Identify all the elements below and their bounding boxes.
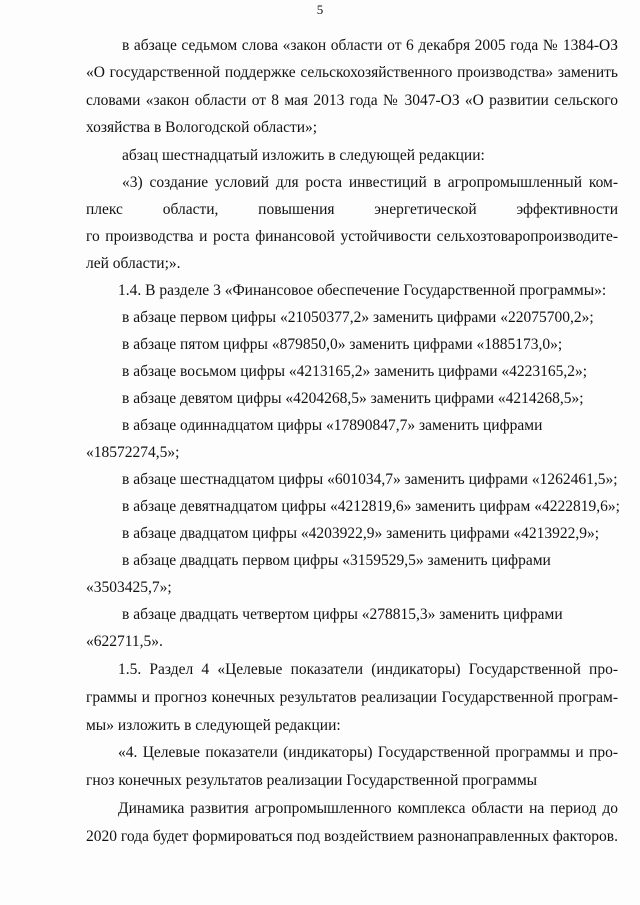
text-line: в абзаце пятом цифры «879850,0» заменить цифрами «1885173,0»;: [122, 336, 563, 353]
text-line: в абзаце девятнадцатом цифры «4212819,6» заменить цифрам «4222819,6»;: [122, 498, 620, 515]
text-line: словами «закон области от 8 мая 2013 года № 3047-ОЗ «О развитии сельского: [86, 93, 618, 109]
text-line: в абзаце первом цифры «21050377,2» заменить цифрами «22075700,2»;: [122, 309, 594, 326]
text-line: в абзаце восьмом цифры «4213165,2» заменить цифрами «4223165,2»;: [122, 363, 588, 380]
text-line: в абзаце двадцатом цифры «4203922,9» заменить цифрами «4213922,9»;: [122, 525, 600, 542]
page-number: 5: [316, 2, 324, 17]
text-line: в абзаце седьмом слова «закон области от 6 декабря 2005 года № 1384-ОЗ: [122, 38, 618, 54]
text-line: абзац шестнадцатый изложить в следующей редакции:: [122, 147, 485, 164]
text-line: плекс области, повышения энергетической эффективности: [86, 202, 618, 218]
text-line: Динамика развития агропромышленного комплекса области на период до: [118, 801, 618, 817]
text-line: «О государственной поддержке сельскохозяйственного производства» заменить: [86, 65, 618, 81]
text-line: гноз конечных результатов реализации Государственной программы: [86, 772, 538, 789]
text-line: го производства и роста финансовой устойчивости сельхозтоваропроизводите-: [86, 229, 618, 245]
text-line: в абзаце одиннадцатом цифры «17890847,7» заменить цифрами: [122, 417, 543, 434]
text-line: «3) создание условий для роста инвестиций в агропромышленный ком-: [122, 175, 618, 191]
text-line: граммы и прогноз конечных результатов реализации Государственной програм-: [86, 690, 618, 706]
text-line: «4. Целевые показатели (индикаторы) Государственной программы и про-: [118, 745, 618, 761]
text-line: 2020 года будет формироваться под воздействием разнонаправленных факторов.: [86, 829, 618, 845]
text-line: 1.4. В разделе 3 «Финансовое обеспечение Государственной программы»:: [118, 282, 607, 299]
text-line: в абзаце девятом цифры «4204268,5» заменить цифрами «4214268,5»;: [122, 390, 584, 407]
text-line: хозяйства в Вологодской области»;: [86, 119, 318, 136]
text-line: «3503425,7»;: [86, 579, 172, 596]
text-line: мы» изложить в следующей редакции:: [86, 717, 341, 734]
text-line: лей области;».: [86, 255, 181, 272]
text-line: «622711,5».: [86, 633, 163, 650]
text-line: в абзаце двадцать четвертом цифры «278815,3» заменить цифрами: [122, 606, 563, 623]
text-line: в абзаце двадцать первом цифры «3159529,5» заменить цифрами: [122, 552, 551, 569]
text-line: в абзаце шестнадцатом цифры «601034,7» заменить цифрами «1262461,5»;: [122, 471, 618, 488]
text-line: «18572274,5»;: [86, 444, 180, 461]
text-line: 1.5. Раздел 4 «Целевые показатели (индикаторы) Государственной про-: [118, 662, 618, 678]
